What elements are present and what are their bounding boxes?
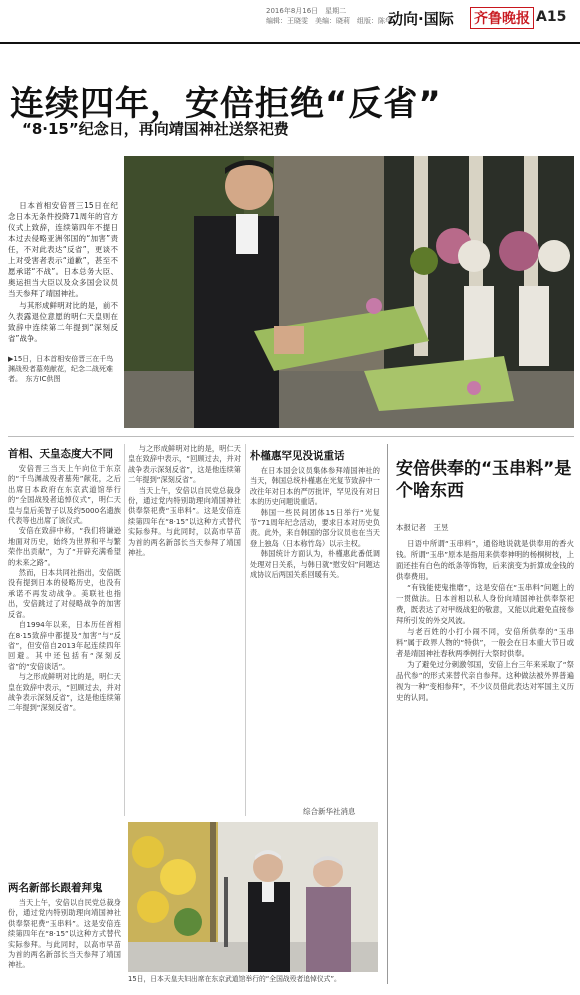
article-paragraph: 在日本国会议员集体参拜靖国神社的当天，韩国总统朴槿惠在光复节致辞中一改往年对日本的严厉批评，罕见没有对日本的历史问题说重话。 (250, 466, 380, 507)
column-rule (124, 444, 125, 816)
article-paragraph: 当天上午，安倍以自民党总裁身份，通过党内特别助理向靖国神社供奉祭祀费“玉串料”。这是安倍连续第四年在“8·15”以这种方式替代实际参拜。与此同时，以高市早苗为首的两名新部长当天参拜了靖国神社。 (8, 898, 121, 970)
newspaper-logo: 齐鲁晚报 (470, 7, 534, 29)
article-paragraph: 与之形成鲜明对比的是，明仁天皇在致辞中表示，“回顾过去，并对战争表示深刻反省”，这是他连续第二年提到“深刻反省”。 (128, 444, 241, 485)
article-paragraph: 安倍在致辞中称，“我们将谦逊地面对历史，始终为世界和平与繁荣作出贡献”，为了“开辟充满希望的未来之路”。 (8, 526, 121, 567)
article-column-1b (8, 898, 121, 990)
lead-paragraph: 日本首相安倍晋三15日在纪念日本无条件投降71周年的官方仪式上致辞，连续第四年不提日本过去侵略亚洲邻国的“加害”责任，不对此表达“反省”，更谈不上对受害者表示“道歉”，甚至不愿承诺“不战”。日本总务大臣、奥运担当大臣以及众多国会议员当天参拜了靖国神社。 (8, 201, 118, 298)
sidebar-paragraph: 为了避免过分刺激邻国，安倍上台三年来采取了“祭品代参”的形式来替代亲自参拜。这种做法被外界普遍视为一种“变相参拜”，不少议员借此表达对军国主义历史的认同。 (396, 660, 574, 702)
page-header (0, 0, 580, 44)
section-title-3: 朴槿惠罕见没说重话 (250, 450, 345, 462)
article-paragraph: 安倍晋三当天上午向位于东京的“千鸟渊战殁者墓苑”献花，之后出席日本政府在东京武道馆举行的“全国战殁者追悼仪式”，明仁天皇与皇后美智子以及约5000名遗族代表等也出席了该仪式。 (8, 464, 121, 526)
date-line: 2016年8月16日 星期二 (266, 7, 347, 15)
sidebar-title: 安倍供奉的“玉串料”是个啥东西 (396, 459, 572, 501)
xinhua-credit: 综合新华社消息 (303, 807, 356, 816)
article-paragraph: 韩国一些民间团体15日举行“光复节”71周年纪念活动，要求日本对历史负责。此外，来自韩国的部分议员也在当天登上独岛（日本称竹岛）以示主权。 (250, 507, 380, 548)
sidebar-column (396, 538, 574, 988)
sidebar-paragraph: 日语中所谓“玉串料”，通俗地说就是供奉用的香火钱。所谓“玉串”原本是指用来供奉神明的杨桐树枝，上面还挂有白色的纸条等饰物，后来演变为折算成金钱的供奉费用。 (396, 539, 574, 581)
sidebar-byline: 本报记者 王昱 (396, 523, 449, 532)
article-paragraph: 自1994年以来，日本历任首相在8·15致辞中都提及“加害”与“反省”，但安倍自2013年起连续四年回避。其中还包括有“深刻反省”的“安倍谈话”。 (8, 620, 121, 671)
column-rule (245, 444, 246, 816)
article-paragraph: 与之形成鲜明对比的是，明仁天皇在致辞中表示，“回顾过去，并对战争表示深刻反省”，这是他连续第二年提到“深刻反省”。 (8, 672, 121, 713)
lead-paragraph: 与其形成鲜明对比的是，前不久表露退位意愿的明仁天皇则在致辞中连续第二年提到“深刻反省”战争。 (8, 301, 118, 343)
main-photo (124, 156, 574, 428)
article-paragraph: 然而，日本共同社指出，安倍既没有提到日本的侵略历史，也没有承诺不再发动战争。美联社也指出，安倍跳过了对侵略战争的加害反省。 (8, 568, 121, 619)
headline: 连续四年，安倍拒绝“反省” (10, 84, 442, 124)
sidebar-paragraph: “有钱能使鬼推磨”，这是安倍在“玉串料”问题上的一贯做法。日本首相以私人身份向靖国神社供奉祭祀费，既表达了对甲级战犯的敬意，又能以此避免直接参拜所引发的外交风波。 (396, 583, 574, 625)
main-photo-caption: ▶15日，日本首相安倍晋三在千鸟渊战殁者墓苑献花，纪念二战死难者。 东方IC供图 (8, 355, 114, 383)
article-paragraph: 当天上午，安倍以自民党总裁身份，通过党内特别助理向靖国神社供奉祭祀费“玉串料”。这是安倍连续第四年在“8·15”以这种方式替代实际参拜。与此同时，以高市早苗为首的两名新部长当天参拜了靖国神社。 (128, 485, 241, 558)
bottom-photo-caption: 15日，日本天皇夫妇出席在东京武道馆举行的“全国战殁者追悼仪式”。 (128, 975, 341, 983)
lead-text (8, 200, 118, 345)
section-title-1: 首相、天皇态度大不同 (8, 448, 113, 460)
editors-line: 编辑：王晓雯 美编：晓莉 组版：陈华 (266, 17, 392, 25)
header-meta (266, 6, 392, 26)
article-paragraph: 韩国统计方面认为，朴槿惠此番低调处理对日关系，与韩日就“慰安妇”问题达成协议后两国关系回暖有关。 (250, 549, 380, 580)
page-number: A15 (536, 9, 567, 25)
subhead: “8·15”纪念日，再向靖国神社送祭祀费 (22, 120, 289, 138)
section-divider (8, 436, 574, 437)
sidebar-rule (387, 444, 388, 984)
section-title-2: 两名新部长跟着拜鬼 (8, 882, 103, 894)
article-column-2 (128, 444, 241, 816)
sidebar-paragraph: 与老百姓的小打小闹不同，安倍所供奉的“玉串料”属于政界人物的“特供”，一般会在日本重大节日或者是靖国神社春秋两季例行大祭时供奉。 (396, 627, 574, 658)
section-name: 动向·国际 (388, 10, 454, 28)
article-column-3 (250, 466, 380, 801)
bottom-photo (128, 822, 378, 972)
article-column-1 (8, 464, 121, 869)
